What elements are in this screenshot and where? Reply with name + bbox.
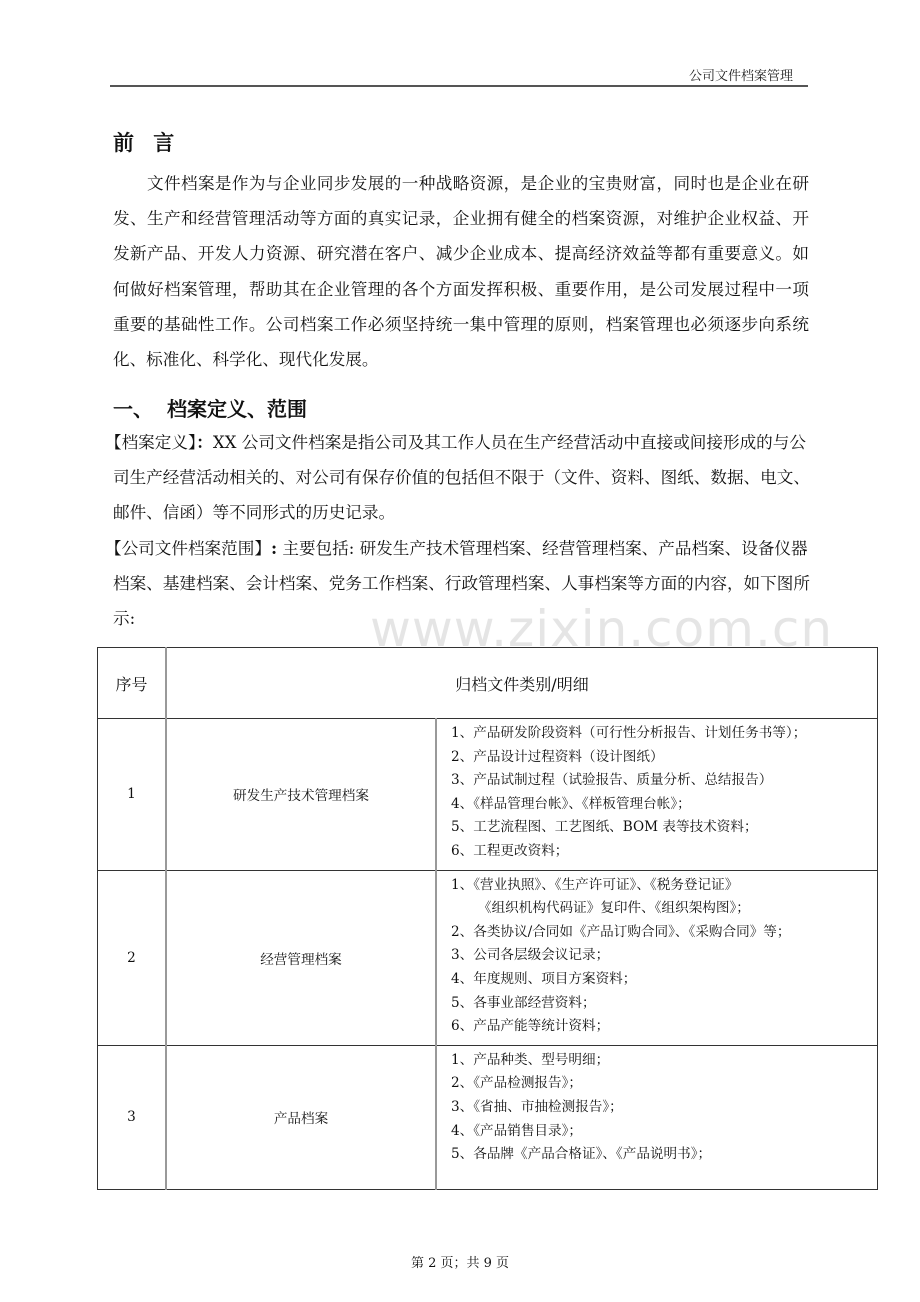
- row-no: 2: [98, 870, 167, 1045]
- detail-item: 4、《样品管理台帐》、《样板管理台帐》；: [451, 795, 691, 812]
- definition-label: 【档案定义】: [105, 433, 197, 452]
- detail-item: 2、各类协议/合同如《产品订购合同》、《采购合同》等；: [451, 923, 791, 940]
- header-category: 归档文件类别/明细: [166, 648, 878, 719]
- row-details: [436, 1045, 878, 1189]
- row-details: [436, 719, 878, 871]
- detail-item: 1、《营业执照》、《生产许可证》、《税务登记证》: [451, 876, 739, 893]
- watermark: www.zixin.com.cn: [370, 600, 834, 658]
- detail-item: 3、《省抽、市抽检测报告》；: [451, 1098, 623, 1115]
- detail-item: 6、产品产能等统计资料；: [451, 1018, 610, 1035]
- page-header: [110, 60, 808, 87]
- table-row: [98, 719, 878, 871]
- row-details: [436, 870, 878, 1045]
- detail-item: 5、各事业部经营资料；: [451, 994, 596, 1011]
- detail-item: 4、年度规则、项目方案资料；: [451, 970, 637, 987]
- detail-item: 3、产品试制过程（试验报告、质量分析、总结报告）: [451, 772, 773, 789]
- definition-colon: ：: [196, 432, 213, 452]
- detail-item: 3、公司各层级会议记录；: [451, 947, 610, 964]
- detail-item: 5、工艺流程图、工艺图纸、BOM 表等技术资料；: [451, 819, 758, 836]
- section-number: 一、: [113, 397, 153, 421]
- page-footer: 第 2 页；共 9 页: [410, 1256, 510, 1271]
- row-no: 3: [98, 1045, 167, 1189]
- detail-item: 1、产品研发阶段资料（可行性分析报告、计划任务书等）；: [451, 725, 807, 741]
- row-category: 经营管理档案: [166, 870, 436, 1045]
- detail-item: 2、《产品检测报告》；: [451, 1075, 582, 1092]
- preface-paragraph: 文件档案是作为与企业同步发展的一种战略资源，是企业的宝贵财富，同时也是企业在研发、生产和经营管理活动等方面的真实记录，企业拥有健全的档案资源，对维护企业权益、开发新产品、开发人力资源、研究潜在客户、减少企业成本、提高经济效益等都有重要意义。如何做好档案管理，帮助其在企业管理的各个方面发挥积极、重要作用，是公司发展过程中一项重要的基础性工作。公司档案工作必须坚持统一集中管理的原则，档案管理也必须逐步向系统化、标准化、科学化、现代化发展。: [113, 174, 809, 370]
- header-title: 公司文件档案管理: [688, 69, 793, 84]
- scope-colon: :: [270, 538, 278, 558]
- table-row: [98, 1045, 878, 1189]
- definition-paragraph: [105, 425, 813, 531]
- section-title: 档案定义、范围: [167, 397, 307, 421]
- detail-item: 5、各品牌《产品合格证》、《产品说明书》；: [451, 1146, 712, 1163]
- scope-paragraph: [105, 531, 813, 637]
- scope-label: 【公司文件档案范围】: [105, 539, 271, 558]
- scope-text: 主要包括: 研发生产技术管理档案、经营管理档案、产品档案、设备仪器档案、基建档案、会计档案、党务工作档案、行政管理档案、人事档案等方面的内容，如下图所示:: [113, 539, 810, 629]
- preface-heading: 前 言: [113, 131, 181, 155]
- definition-text: XX 公司文件档案是指公司及其工作人员在生产经营活动中直接或间接形成的与公司生产经营活动相关的、对公司有保存价值的包括但不限于（文件、资料、图纸、数据、电文、邮件、信函）等不同形式的历史记录。: [113, 433, 810, 523]
- row-category: 研发生产技术管理档案: [166, 719, 436, 871]
- detail-item-continuation: 《组织机构代码证》复印件、《组织架构图》；: [478, 900, 750, 917]
- row-category: 产品档案: [166, 1045, 436, 1189]
- detail-item: 1、产品种类、型号明细；: [451, 1051, 610, 1068]
- header-no: 序号: [98, 648, 167, 719]
- detail-item: 2、产品设计过程资料（设计图纸）: [451, 748, 664, 765]
- detail-item: 6、工程更改资料；: [451, 842, 569, 859]
- archive-category-table: [97, 647, 878, 1190]
- detail-item: 4、《产品销售目录》；: [451, 1122, 582, 1139]
- row-no: 1: [98, 719, 167, 871]
- section-heading: [113, 393, 307, 422]
- table-row: [98, 870, 878, 1045]
- table-header-row: [98, 648, 878, 719]
